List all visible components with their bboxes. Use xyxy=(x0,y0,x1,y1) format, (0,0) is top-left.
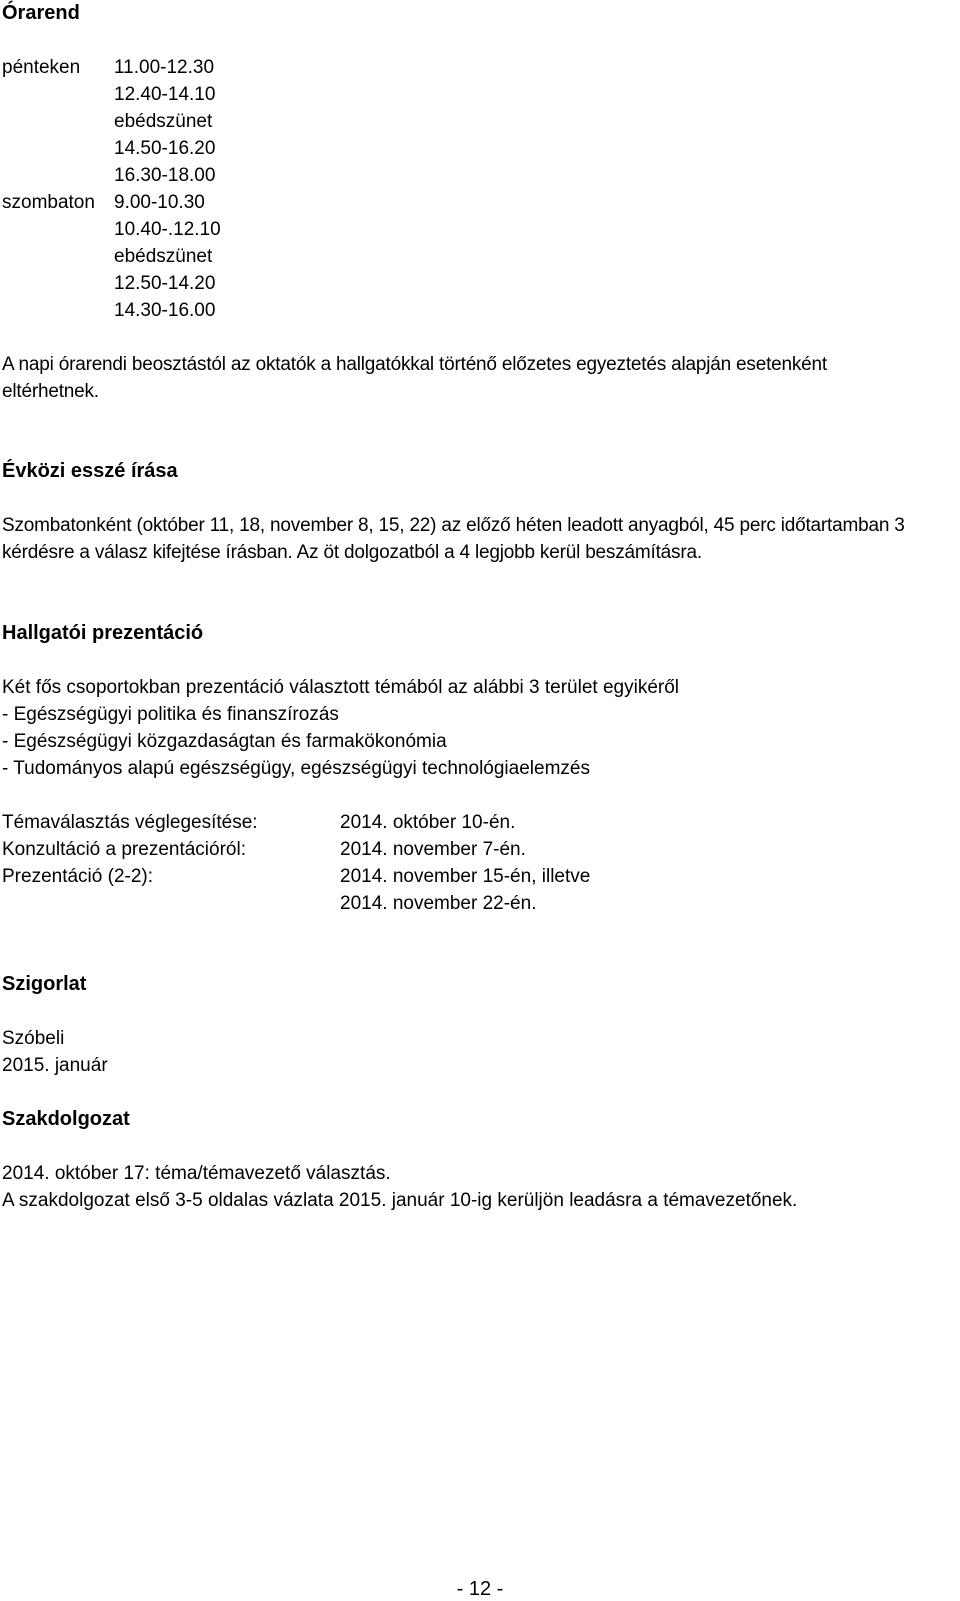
schedule-label-2: Konzultáció a prezentációról: xyxy=(2,839,246,860)
friday-time-4: 14.50-16.20 xyxy=(114,138,216,159)
prezentacio-topic-2: - Egészségügyi közgazdaságtan és farmakökonómia xyxy=(2,731,447,752)
essze-line1: Szombatonként (október 11, 18, november 8, 15, 22) az előző héten leadott anyagból, 45 perc időtartamban 3 xyxy=(2,515,905,536)
prezentacio-text xyxy=(2,674,679,782)
szigorlat-line1: Szóbeli xyxy=(2,1028,65,1049)
schedule-dates xyxy=(340,809,590,917)
orarend-heading: Órarend xyxy=(2,2,80,24)
schedule-label-1: Témaválasztás véglegesítése: xyxy=(2,812,258,833)
saturday-time-4: 12.50-14.20 xyxy=(114,273,216,294)
prezentacio-intro: Két fős csoportokban prezentáció választott témából az alábbi 3 terület egyikéről xyxy=(2,677,679,698)
szigorlat-line2: 2015. január xyxy=(2,1055,108,1076)
schedule-date-3: 2014. november 15-én, illetve xyxy=(340,866,591,887)
orarend-note-line2: eltérhetnek. xyxy=(2,381,99,402)
friday-time-5: 16.30-18.00 xyxy=(114,165,216,186)
saturday-time-3: ebédszünet xyxy=(114,246,213,267)
szakdolgozat-text xyxy=(2,1160,797,1214)
szigorlat-text xyxy=(2,1025,108,1079)
schedule-date-1: 2014. október 10-én. xyxy=(340,812,516,833)
schedule-date-2: 2014. november 7-én. xyxy=(340,839,526,860)
schedule-date-4: 2014. november 22-én. xyxy=(340,893,537,914)
essze-text xyxy=(2,512,905,566)
orarend-note-line1: A napi órarendi beosztástól az oktatók a hallgatókkal történő előzetes egyeztetés alapján esetenként xyxy=(2,354,827,375)
friday-time-1: 11.00-12.30 xyxy=(114,57,215,78)
saturday-label: szombaton xyxy=(2,192,95,213)
friday-times xyxy=(114,54,215,189)
saturday-times xyxy=(114,189,221,324)
szakdolgozat-line1: 2014. október 17: téma/témavezető választás. xyxy=(2,1163,391,1184)
saturday-time-1: 9.00-10.30 xyxy=(114,192,205,213)
saturday-time-2: 10.40-.12.10 xyxy=(114,219,221,240)
schedule-label-3: Prezentáció (2-2): xyxy=(2,866,154,887)
saturday-time-5: 14.30-16.00 xyxy=(114,300,216,321)
friday-label: pénteken xyxy=(2,57,81,78)
friday-time-3: ebédszünet xyxy=(114,111,213,132)
szigorlat-heading: Szigorlat xyxy=(2,973,87,995)
prezentacio-heading: Hallgatói prezentáció xyxy=(2,622,204,644)
orarend-note xyxy=(2,351,827,405)
friday-time-2: 12.40-14.10 xyxy=(114,84,216,105)
essze-heading: Évközi esszé írása xyxy=(2,460,178,482)
page-number: - 12 - xyxy=(456,1578,504,1600)
essze-line2: kérdésre a válasz kifejtése írásban. Az öt dolgozatból a 4 legjobb kerül beszámításra. xyxy=(2,542,702,563)
szakdolgozat-line2: A szakdolgozat első 3-5 oldalas vázlata 2015. január 10-ig kerüljön leadásra a témavezetőnek. xyxy=(2,1190,798,1211)
szakdolgozat-heading: Szakdolgozat xyxy=(2,1108,130,1130)
prezentacio-topic-3: - Tudományos alapú egészségügy, egészségügyi technológiaelemzés xyxy=(2,758,590,779)
schedule-labels xyxy=(2,809,258,890)
prezentacio-topic-1: - Egészségügyi politika és finanszírozás xyxy=(2,704,339,725)
